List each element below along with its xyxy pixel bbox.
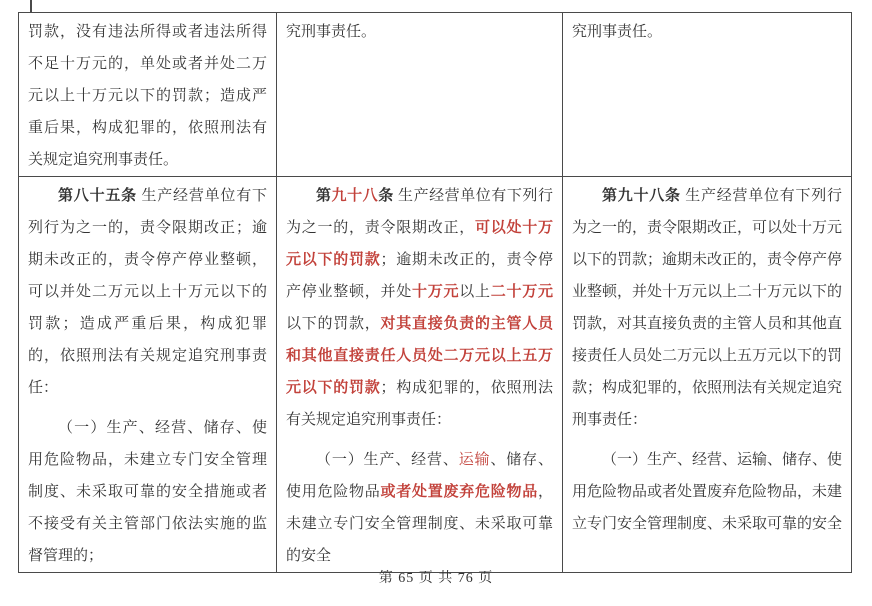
text-run: ；构成犯罪的，依照刑法有关规定追究刑事责任： bbox=[286, 380, 553, 428]
table-row-continuation bbox=[19, 13, 852, 177]
page-footer: 第 65 页 共 76 页 bbox=[378, 571, 494, 586]
table-row-articles bbox=[19, 177, 852, 573]
text-run: 或者处置废弃危险物品 bbox=[380, 484, 538, 500]
table-cell-new-law-continuation bbox=[563, 13, 852, 177]
paragraph bbox=[286, 180, 553, 436]
text-run: 生产经营单位有下列行为之一的，责令限期改正， bbox=[286, 188, 553, 236]
text-run: 以上 bbox=[459, 284, 491, 300]
paragraph bbox=[286, 444, 553, 572]
table-cell-old-law-continuation bbox=[19, 13, 277, 177]
text-run: 运输 bbox=[458, 452, 491, 468]
paragraph bbox=[28, 16, 267, 176]
paragraph bbox=[572, 180, 842, 436]
text-run: 生产经营单位有下列行为之一的，责令限期改正；逾期未改正的，责令停产停业整顿，可以并处二万元以上十万元以下的罚款；造成严重后果，构成犯罪的，依照刑法有关规定追究刑事责任： bbox=[28, 188, 267, 396]
paragraph bbox=[572, 444, 842, 540]
text-run: ，未建立专门安全管理制度、未采取可靠的安全 bbox=[286, 484, 553, 564]
text-run: 、储存、使用危险物品 bbox=[286, 452, 553, 500]
text-run: 可以处十万元以下的罚款 bbox=[286, 220, 553, 268]
text-run: 对其直接负责的主管人员和其他直接责任人员处二万元以上五万元以下的罚款 bbox=[286, 316, 553, 396]
table-cell-article-98-clean bbox=[563, 177, 852, 573]
text-run: 罚款，没有违法所得或者违法所得不足十万元的，单处或者并处二万元以上十万元以下的罚款；造成严重后果，构成犯罪的，依照刑法有关规定追究刑事责任。 bbox=[28, 24, 267, 168]
text-run: 九十八 bbox=[331, 188, 379, 204]
paragraph bbox=[286, 16, 553, 48]
text-run: 以下的罚款， bbox=[286, 316, 381, 332]
text-run: （一）生产、经营、储存、使用危险物品，未建立专门安全管理制度、未采取可靠的安全措施或者不接受有关主管部门依法实施的监督管理的； bbox=[28, 420, 267, 564]
text-run: ；逾期未改正的，责令停产停业整顿，并处 bbox=[286, 252, 553, 300]
paragraph bbox=[572, 16, 842, 48]
text-run: 条 bbox=[378, 188, 394, 204]
table-cell-article-98-marked bbox=[277, 177, 563, 573]
table-cell-article-85 bbox=[19, 177, 277, 573]
text-run: 究刑事责任。 bbox=[572, 24, 663, 40]
text-run: 十万元 bbox=[411, 284, 460, 300]
law-comparison-table bbox=[18, 12, 852, 573]
text-run: 第 bbox=[316, 188, 332, 204]
text-run: （一）生产、经营、运输、储存、使用危险物品或者处置废弃危险物品，未建立专门安全管理制度、未采取可靠的安全 bbox=[572, 452, 843, 532]
text-run: 第九十八条 bbox=[602, 188, 681, 204]
text-run: （一）生产、经营、 bbox=[316, 452, 459, 468]
paragraph bbox=[28, 180, 267, 404]
text-run: 二十万元 bbox=[490, 284, 553, 300]
text-run: 第八十五条 bbox=[58, 188, 137, 204]
text-run: 究刑事责任。 bbox=[286, 24, 377, 40]
table-cell-draft-continuation bbox=[277, 13, 563, 177]
paragraph bbox=[28, 412, 267, 572]
text-run: 生产经营单位有下列行为之一的，责令限期改正，可以处十万元以下的罚款；逾期未改正的，责令停产停业整顿，并处十万元以上二十万元以下的罚款，对其直接负责的主管人员和其他直接责任人员处二万元以上五万元以下的罚款；构成犯罪的，依照刑法有关规定追究刑事责任： bbox=[572, 188, 843, 428]
